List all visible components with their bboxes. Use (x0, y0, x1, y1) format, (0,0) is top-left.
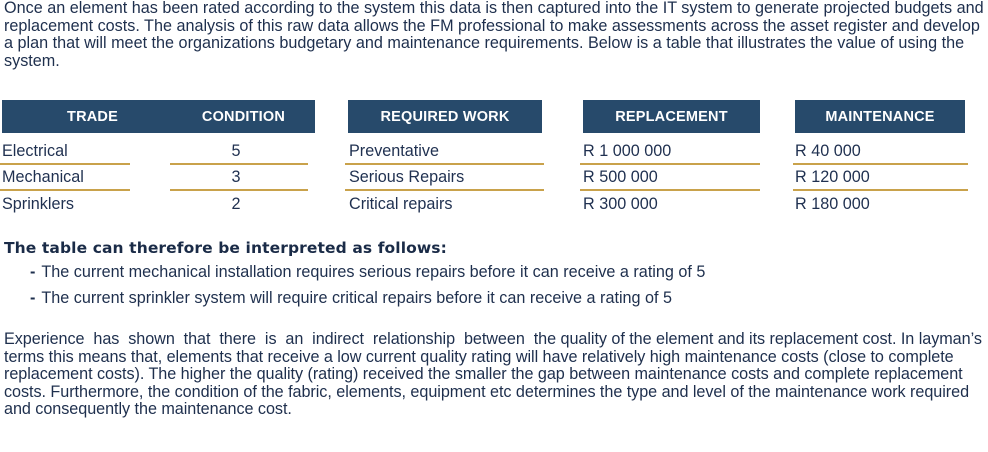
row-divider (793, 189, 968, 191)
list-item (30, 262, 705, 282)
intro-paragraph: Once an element has been rated according to the system this data is then captured into the IT system to generate projected budgets and replacement costs. The analysis of this raw data allows the FM professional to make assessments across the asset register and develop a plan that will meet the organizations budgetary and maintenance requirements. Below is a table that illustrates the value of using the system. (4, 0, 984, 70)
table-cell-trade: Sprinklers (2, 195, 74, 213)
table-cell-condition: 5 (231, 142, 241, 160)
row-divider (0, 189, 130, 191)
header-replacement: REPLACEMENT (583, 100, 760, 133)
header-required-work: REQUIRED WORK (348, 100, 542, 133)
list-item-text: The current mechanical installation requires serious repairs before it can receive a rating of 5 (41, 263, 706, 281)
dash-bullet-icon: - (30, 263, 36, 281)
table-cell-condition: 3 (231, 168, 241, 186)
table-cell-replacement: R 300 000 (583, 195, 658, 213)
table-cell-condition: 2 (231, 195, 241, 213)
row-divider (345, 163, 544, 165)
table-cell-replacement: R 500 000 (583, 168, 658, 186)
closing-paragraph: Experience has shown that there is an indirect relationship between the quality of the element and its replacement cost. In layman’s terms this means that, elements that receive a low current quality rating will have relatively high maintenance costs (close to complete replacement costs). The higher the quality (rating) received the smaller the gap between maintenance costs and complete replacement costs. Furthermore, the condition of the fabric, elements, equipment etc determines the type and level of the maintenance work required and consequently the maintenance cost. (4, 330, 987, 419)
header-maintenance: MAINTENANCE (795, 100, 965, 133)
row-divider (580, 163, 760, 165)
header-condition: CONDITION (172, 100, 315, 133)
row-divider (170, 163, 308, 165)
interpretation-heading: The table can therefore be interpreted as follows: (4, 239, 447, 257)
list-item-text: The current sprinkler system will require critical repairs before it can receive a rating of 5 (41, 289, 673, 307)
table-cell-maintenance: R 120 000 (795, 168, 870, 186)
row-divider (793, 163, 968, 165)
table-cell-work: Preventative (349, 142, 439, 160)
row-divider (345, 189, 544, 191)
table-cell-maintenance: R 40 000 (795, 142, 861, 160)
table-cell-maintenance: R 180 000 (795, 195, 870, 213)
header-trade: TRADE (2, 100, 183, 133)
table-cell-replacement: R 1 000 000 (583, 142, 672, 160)
table-cell-trade: Mechanical (2, 168, 84, 186)
table-cell-work: Serious Repairs (349, 168, 465, 186)
table-cell-work: Critical repairs (349, 195, 453, 213)
row-divider (580, 189, 760, 191)
row-divider (170, 189, 308, 191)
list-item (30, 288, 672, 308)
row-divider (0, 163, 130, 165)
table-cell-trade: Electrical (2, 142, 68, 160)
dash-bullet-icon: - (30, 289, 36, 307)
